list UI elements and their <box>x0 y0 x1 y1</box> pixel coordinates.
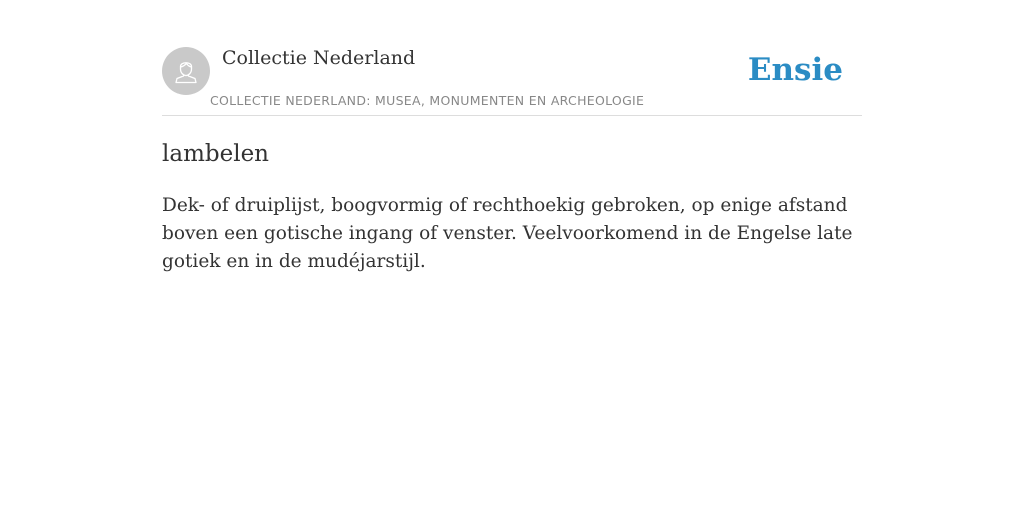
author-name[interactable]: Collectie Nederland <box>222 47 416 69</box>
entry-card <box>162 0 862 272</box>
entry-header <box>162 0 862 116</box>
collection-name[interactable]: COLLECTIE NEDERLAND: MUSEA, MONUMENTEN EN ARCHEOLOGIE <box>210 93 645 108</box>
entry-definition: Dek- of druiplijst, boogvormig of rechthoekig gebroken, op enige afstand boven een gotische ingang of venster. Veelvoorkomend in de Engelse late gotiek en in de mudéjarstijl. <box>162 195 853 272</box>
avatar[interactable] <box>162 47 210 95</box>
entry-term: lambelen <box>162 141 269 167</box>
user-silhouette-icon <box>171 56 201 86</box>
brand-logo[interactable]: Ensie <box>747 52 843 88</box>
